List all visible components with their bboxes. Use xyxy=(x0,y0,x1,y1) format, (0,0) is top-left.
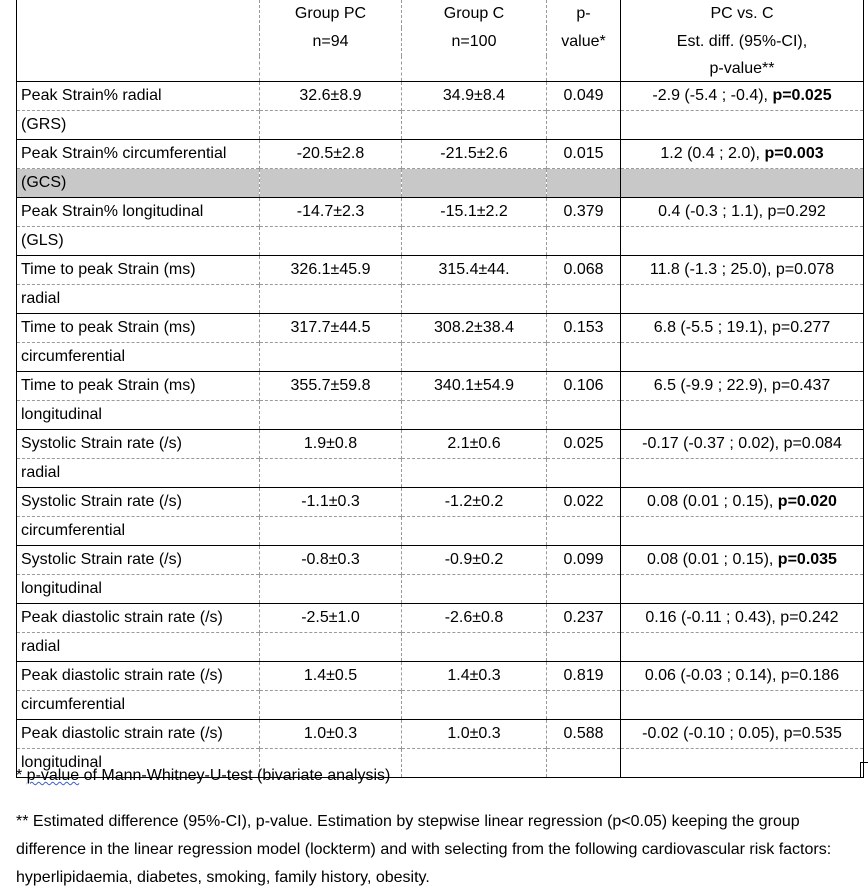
row-label-continuation: (GRS) xyxy=(17,111,260,140)
table-row-continuation xyxy=(17,459,864,488)
p-value: 0.022 xyxy=(547,488,621,517)
estimated-difference-p: p=0.020 xyxy=(777,493,837,510)
estimated-difference xyxy=(621,372,864,401)
estimated-difference-ci: 11.8 (-1.3 ; 25.0), xyxy=(649,261,776,278)
empty-cell xyxy=(260,111,402,140)
estimated-difference xyxy=(621,82,864,111)
row-label-continuation: radial xyxy=(17,633,260,662)
empty-cell xyxy=(402,169,547,198)
row-label: Systolic Strain rate (/s) xyxy=(17,488,260,517)
group-c-value: 308.2±38.4 xyxy=(402,314,547,343)
group-pc-value: 1.4±0.5 xyxy=(260,662,402,691)
group-c-value: 340.1±54.9 xyxy=(402,372,547,401)
estimated-difference-ci: 0.16 (-0.11 ; 0.43), xyxy=(645,609,781,626)
header-blank-2 xyxy=(260,56,402,82)
table-row-continuation xyxy=(17,169,864,198)
header-group-pc: Group PC xyxy=(260,0,402,28)
empty-cell xyxy=(260,517,402,546)
estimated-difference-ci: -2.9 (-5.4 ; -0.4), xyxy=(652,87,773,104)
table-row xyxy=(17,662,864,691)
row-label-continuation: (GLS) xyxy=(17,227,260,256)
table-row-continuation xyxy=(17,285,864,314)
header-blank-3 xyxy=(402,56,547,82)
empty-cell xyxy=(402,111,547,140)
empty-cell xyxy=(260,401,402,430)
empty-cell xyxy=(547,459,621,488)
table-row-continuation xyxy=(17,691,864,720)
row-label-continuation: circumferential xyxy=(17,517,260,546)
estimated-difference xyxy=(621,546,864,575)
estimated-difference-p: p=0.025 xyxy=(772,87,832,104)
estimated-difference-p: p=0.078 xyxy=(775,261,835,278)
empty-cell xyxy=(621,633,864,662)
empty-cell xyxy=(260,575,402,604)
header-p-value: p- xyxy=(547,0,621,28)
group-c-value: 1.4±0.3 xyxy=(402,662,547,691)
estimated-difference-p: p=0.292 xyxy=(767,203,826,220)
table-row-continuation xyxy=(17,517,864,546)
estimated-difference-ci: 6.5 (-9.9 ; 22.9), xyxy=(653,377,772,394)
group-c-value: -2.6±0.8 xyxy=(402,604,547,633)
estimated-difference-p: p=0.186 xyxy=(780,667,840,684)
empty-cell xyxy=(547,401,621,430)
table-row xyxy=(17,430,864,459)
row-label: Peak Strain% radial xyxy=(17,82,260,111)
group-pc-value: 1.0±0.3 xyxy=(260,720,402,749)
estimated-difference-ci: -0.02 (-0.10 ; 0.05), xyxy=(642,725,784,742)
empty-cell xyxy=(402,343,547,372)
row-label-continuation: radial xyxy=(17,459,260,488)
estimated-difference xyxy=(621,662,864,691)
strain-results-table xyxy=(16,0,864,778)
footnote-p-value-term: p-value xyxy=(26,767,80,784)
estimated-difference-ci: -0.17 (-0.37 ; 0.02), xyxy=(642,435,784,452)
footnote-prefix: * xyxy=(16,767,27,784)
footnote-mann-whitney-text: of Mann-Whitney-U-test (bivariate analysis) xyxy=(79,767,391,784)
group-pc-value: -1.1±0.3 xyxy=(260,488,402,517)
empty-cell xyxy=(621,691,864,720)
estimated-difference xyxy=(621,604,864,633)
estimated-difference-p: p=0.084 xyxy=(783,435,842,452)
empty-cell xyxy=(547,517,621,546)
empty-cell xyxy=(547,169,621,198)
estimated-difference xyxy=(621,720,864,749)
empty-cell xyxy=(402,459,547,488)
estimated-difference-p: p=0.242 xyxy=(780,609,839,626)
table-row xyxy=(17,546,864,575)
table-row xyxy=(17,314,864,343)
estimated-difference-ci: 0.08 (0.01 ; 0.15), xyxy=(647,493,778,510)
estimated-difference-ci: 6.8 (-5.5 ; 19.1), xyxy=(653,319,772,336)
header-label-cell xyxy=(17,0,260,28)
empty-cell xyxy=(621,401,864,430)
empty-cell xyxy=(621,517,864,546)
group-pc-value: -20.5±2.8 xyxy=(260,140,402,169)
header-est-diff: Est. diff. (95%-CI), xyxy=(621,28,864,56)
empty-cell xyxy=(621,227,864,256)
row-label: Systolic Strain rate (/s) xyxy=(17,546,260,575)
group-pc-value: 317.7±44.5 xyxy=(260,314,402,343)
estimated-difference-p: p=0.437 xyxy=(772,377,831,394)
table-row xyxy=(17,256,864,285)
group-pc-value: 32.6±8.9 xyxy=(260,82,402,111)
empty-cell xyxy=(260,459,402,488)
row-label: Time to peak Strain (ms) xyxy=(17,314,260,343)
row-label-continuation: circumferential xyxy=(17,691,260,720)
group-pc-value: 355.7±59.8 xyxy=(260,372,402,401)
p-value: 0.025 xyxy=(547,430,621,459)
header-p-value-footnote: p-value** xyxy=(621,56,864,82)
empty-cell xyxy=(402,401,547,430)
p-value: 0.106 xyxy=(547,372,621,401)
table-row-continuation xyxy=(17,111,864,140)
empty-cell xyxy=(260,227,402,256)
empty-cell xyxy=(260,343,402,372)
estimated-difference xyxy=(621,140,864,169)
empty-cell xyxy=(621,343,864,372)
table-row xyxy=(17,198,864,227)
group-c-value: -1.2±0.2 xyxy=(402,488,547,517)
table-row xyxy=(17,372,864,401)
row-label: Peak diastolic strain rate (/s) xyxy=(17,604,260,633)
row-label-continuation: longitudinal xyxy=(17,749,260,778)
empty-cell xyxy=(260,633,402,662)
row-label-continuation: longitudinal xyxy=(17,575,260,604)
group-pc-value: 326.1±45.9 xyxy=(260,256,402,285)
row-label: Peak Strain% circumferential xyxy=(17,140,260,169)
p-value: 0.153 xyxy=(547,314,621,343)
estimated-difference-p: p=0.535 xyxy=(783,725,842,742)
header-group-c: Group C xyxy=(402,0,547,28)
group-c-value: 2.1±0.6 xyxy=(402,430,547,459)
estimated-difference-ci: 0.4 (-0.3 ; 1.1), xyxy=(658,203,768,220)
empty-cell xyxy=(402,285,547,314)
group-c-value: -21.5±2.6 xyxy=(402,140,547,169)
empty-cell xyxy=(547,575,621,604)
table-row xyxy=(17,82,864,111)
estimated-difference xyxy=(621,488,864,517)
p-value: 0.099 xyxy=(547,546,621,575)
estimated-difference xyxy=(621,198,864,227)
group-pc-value: 1.9±0.8 xyxy=(260,430,402,459)
header-blank-4 xyxy=(547,56,621,82)
p-value: 0.068 xyxy=(547,256,621,285)
header-pc-vs-c: PC vs. C xyxy=(621,0,864,28)
group-c-value: -15.1±2.2 xyxy=(402,198,547,227)
group-c-value: 34.9±8.4 xyxy=(402,82,547,111)
empty-cell xyxy=(547,227,621,256)
p-value: 0.588 xyxy=(547,720,621,749)
empty-cell xyxy=(402,691,547,720)
row-label: Peak diastolic strain rate (/s) xyxy=(17,662,260,691)
estimated-difference xyxy=(621,430,864,459)
empty-cell xyxy=(621,459,864,488)
empty-cell xyxy=(621,169,864,198)
group-c-value: 1.0±0.3 xyxy=(402,720,547,749)
row-label-continuation: longitudinal xyxy=(17,401,260,430)
group-pc-value: -0.8±0.3 xyxy=(260,546,402,575)
p-value: 0.015 xyxy=(547,140,621,169)
empty-cell xyxy=(547,691,621,720)
row-label: Peak diastolic strain rate (/s) xyxy=(17,720,260,749)
group-c-value: 315.4±44. xyxy=(402,256,547,285)
empty-cell xyxy=(402,575,547,604)
table-edge-marker xyxy=(860,762,868,777)
table-row-continuation xyxy=(17,401,864,430)
table-row xyxy=(17,488,864,517)
table-row xyxy=(17,720,864,749)
empty-cell xyxy=(547,285,621,314)
table-row-continuation xyxy=(17,227,864,256)
header-p-value-2: value* xyxy=(547,28,621,56)
estimated-difference-ci: 0.06 (-0.03 ; 0.14), xyxy=(644,667,781,684)
group-c-value: -0.9±0.2 xyxy=(402,546,547,575)
header-group-pc-n: n=94 xyxy=(260,28,402,56)
row-label: Time to peak Strain (ms) xyxy=(17,256,260,285)
footnote-mann-whitney xyxy=(16,762,856,790)
estimated-difference xyxy=(621,256,864,285)
estimated-difference-ci: 1.2 (0.4 ; 2.0), xyxy=(660,145,765,162)
group-pc-value: -2.5±1.0 xyxy=(260,604,402,633)
estimated-difference-p: p=0.003 xyxy=(764,145,824,162)
row-label: Time to peak Strain (ms) xyxy=(17,372,260,401)
header-label-cell-2 xyxy=(17,28,260,56)
header-group-c-n: n=100 xyxy=(402,28,547,56)
row-label: Systolic Strain rate (/s) xyxy=(17,430,260,459)
empty-cell xyxy=(260,285,402,314)
empty-cell xyxy=(547,111,621,140)
row-label-continuation: circumferential xyxy=(17,343,260,372)
empty-cell xyxy=(621,575,864,604)
empty-cell xyxy=(621,111,864,140)
empty-cell xyxy=(547,343,621,372)
table-row xyxy=(17,140,864,169)
row-label-continuation: (GCS) xyxy=(17,169,260,198)
table-row-continuation xyxy=(17,343,864,372)
p-value: 0.819 xyxy=(547,662,621,691)
p-value: 0.049 xyxy=(547,82,621,111)
empty-cell xyxy=(621,285,864,314)
table-row-continuation xyxy=(17,575,864,604)
empty-cell xyxy=(260,691,402,720)
estimated-difference-p: p=0.277 xyxy=(772,319,831,336)
empty-cell xyxy=(260,169,402,198)
empty-cell xyxy=(402,227,547,256)
row-label: Peak Strain% longitudinal xyxy=(17,198,260,227)
table-row-continuation xyxy=(17,633,864,662)
table-row xyxy=(17,604,864,633)
p-value: 0.237 xyxy=(547,604,621,633)
footnote-regression: ** Estimated difference (95%-CI), p-value. Estimation by stepwise linear regression (p<0.05) keeping the group difference in the linear regression model (lockterm) and with selecting from the following cardiovascular risk factors: hyperlipidaemia, diabetes, smoking, family history, obesity. xyxy=(16,813,832,886)
estimated-difference xyxy=(621,314,864,343)
header-label-cell-3 xyxy=(17,56,260,82)
empty-cell xyxy=(402,517,547,546)
empty-cell xyxy=(402,633,547,662)
estimated-difference-ci: 0.08 (0.01 ; 0.15), xyxy=(647,551,778,568)
p-value: 0.379 xyxy=(547,198,621,227)
group-pc-value: -14.7±2.3 xyxy=(260,198,402,227)
empty-cell xyxy=(547,633,621,662)
row-label-continuation: radial xyxy=(17,285,260,314)
estimated-difference-p: p=0.035 xyxy=(777,551,837,568)
